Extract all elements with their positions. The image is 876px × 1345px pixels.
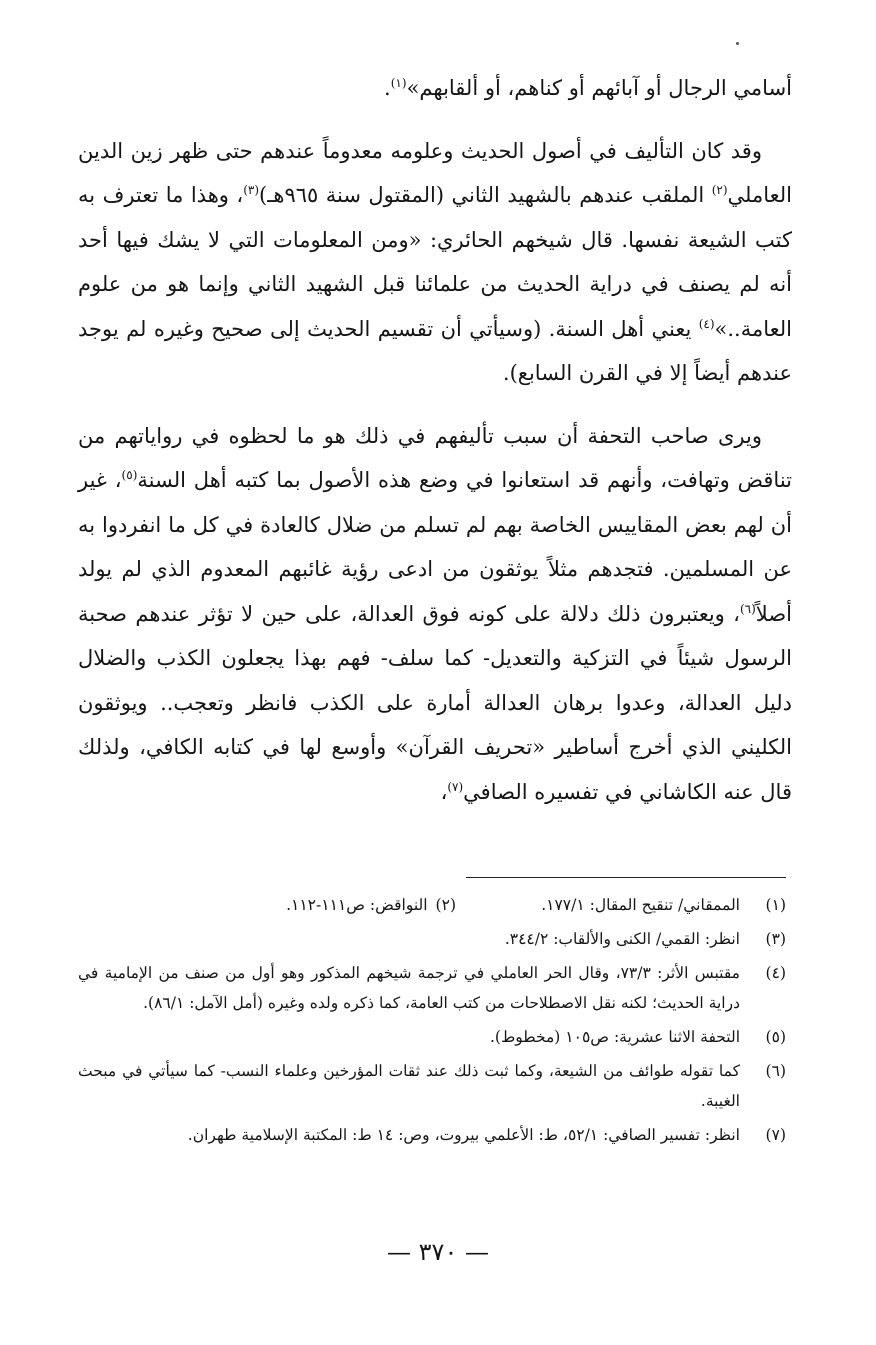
footnote-number: (٧)	[765, 1126, 786, 1144]
footnote-number: (٤)	[765, 964, 786, 982]
footnote-number: (١)	[765, 896, 786, 914]
text-segment: ، وهذا ما تعترف به كتب الشيعة نفسها. قال شيخهم الحائري: «ومن المعلومات التي لا يشك فيها أحد أنه لم يصنف في دراية الحديث من علمائنا قبل الشهيد الثاني وإنما هو من علوم العامة..»	[78, 183, 792, 341]
text-segment: وقد كان التأليف في أصول الحديث وعلومه معدوماً عندهم حتى ظهر زين الدين العاملي	[78, 138, 792, 207]
footnote-2	[286, 890, 456, 920]
footnote-number: (٥)	[765, 1028, 786, 1046]
footnote-separator	[466, 877, 786, 878]
footnote-reference: (١)	[390, 76, 407, 90]
footnote-reference: (٦)	[739, 601, 756, 616]
text-segment: .	[384, 76, 391, 100]
text-segment: ويرى صاحب التحفة أن سبب تأليفهم في ذلك هو ما لحظوه في رواياتهم من تناقض وتهافت، وأنهم قد استعانوا في وضع هذه الأصول بما كتبه أهل السنة	[78, 423, 793, 492]
footnote-text: انظر: تفسير الصافي: ٥٢/١، ط: الأعلمي بيروت، وص: ١٤ ط: المكتبة الإسلامية طهران.	[187, 1126, 740, 1144]
page-number: — ٣٧٠ —	[387, 1238, 489, 1266]
footnote-pair-row	[78, 890, 786, 920]
footnote-number: (٦)	[765, 1062, 786, 1080]
footnote-1	[456, 890, 786, 920]
paragraph	[78, 66, 792, 111]
footnotes	[78, 890, 786, 1150]
paragraph	[78, 129, 792, 396]
text-segment: ،	[440, 779, 448, 804]
text-segment: ، ويعتبرون ذلك دلالة على كونه فوق العدالة، على حين لا تؤثر عندهم صحبة الرسول شيئاً في التزكية والتعديل- كما سلف- فهم بهذا يجعلون الكذب والضلال دليل العدالة، وعدوا برهان العدالة أمارة على الكذب فانظر وتعجب.. ويوثقون الكليني الذي أخرج أساطير «تحريف القرآن» وأوسع لها في كتابه الكافي، ولذلك قال عنه الكاشاني في تفسيره الصافي	[78, 601, 792, 804]
footnote-text: الممقاني/ تنقيح المقال: ١٧٧/١.	[541, 896, 740, 914]
footnote-text: مقتبس الأثر: ٧٣/٣، وقال الحر العاملي في ترجمة شيخهم المذكور وهو أول من صنف من الإمامية في دراية الحديث؛ لكنه نقل الاصطلاحات من كتب العامة، كما ذكره ولده وغيره (أمل الآمل: ٨٦/١).	[78, 964, 740, 1012]
footnote-reference: (٣)	[243, 183, 260, 197]
footnote-reference: (٥)	[121, 468, 138, 482]
footnote-reference: (٤)	[698, 316, 715, 331]
main-text	[78, 66, 792, 814]
footnote-reference: (٢)	[711, 183, 728, 197]
footnote-text: التحفة الاثنا عشرية: ص١٠٥ (مخطوط).	[489, 1028, 740, 1046]
footnote-number: (٣)	[765, 930, 786, 948]
footnote-7	[78, 1120, 786, 1150]
footnote-4	[78, 958, 786, 1018]
footnote-5	[78, 1022, 786, 1052]
text-segment: ، غير أن لهم بعض المقاييس الخاصة بهم لم تسلم من ضلال كالعادة في كل ما انفردوا به عن المسلمين. فتجدهم مثلاً يوثقون من ادعى رؤية غائبهم المعدوم الذي لم يولد أصلاً	[78, 468, 792, 626]
footnote-text: النواقض: ص١١١-١١٢.	[286, 896, 428, 914]
text-segment: الملقب عندهم بالشهيد الثاني (المقتول سنة ٩٦٥هـ)	[259, 183, 712, 207]
speck-mark	[736, 42, 739, 45]
text-segment: أسامي الرجال أو آبائهم أو كناهم، أو ألقابهم»	[406, 76, 792, 100]
paragraph	[78, 414, 792, 815]
footnote-6	[78, 1056, 786, 1116]
footnote-3	[78, 924, 786, 954]
text-segment: يعني أهل السنة. (وسيأتي أن تقسيم الحديث إلى صحيح وغيره لم يوجد عندهم أيضاً إلا في القرن السابع).	[78, 316, 792, 385]
footnote-number: (٢)	[435, 896, 456, 914]
footnote-text: انظر: القمي/ الكنى والألقاب: ٣٤٤/٢.	[504, 930, 740, 948]
footnote-reference: (٧)	[447, 779, 464, 794]
footnote-text: كما تقوله طوائف من الشيعة، وكما ثبت ذلك عند ثقات المؤرخين وعلماء النسب- كما سيأتي في مبحث الغيبة.	[78, 1062, 740, 1110]
